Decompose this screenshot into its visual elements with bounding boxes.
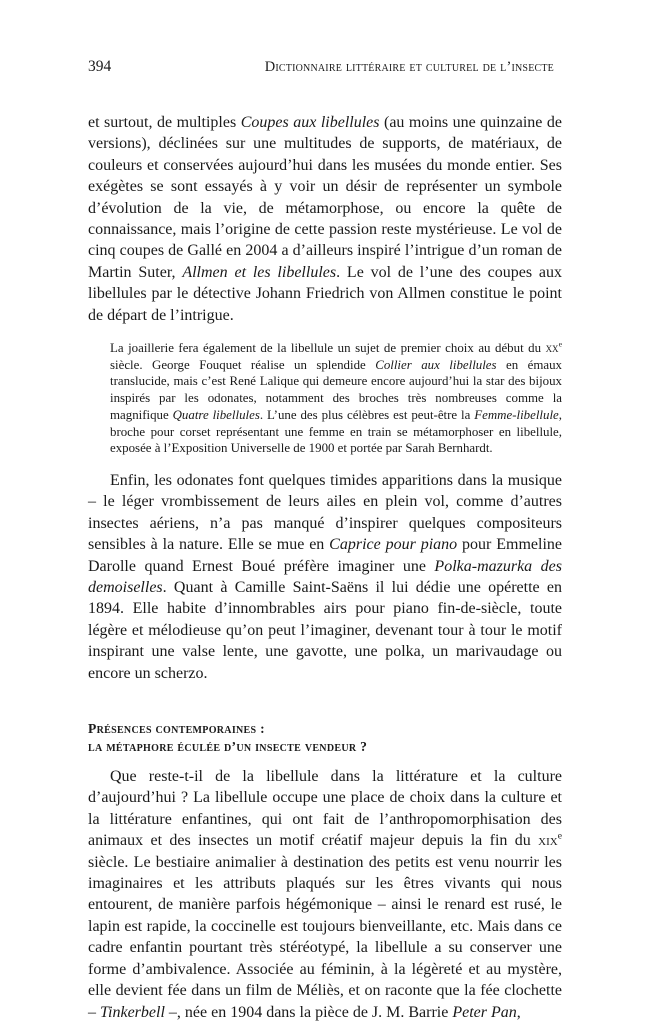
title-italic: Coupes aux libellules <box>240 114 380 131</box>
title-italic: Peter Pan <box>452 1003 517 1021</box>
text-run: . L’une des plus célèbres est peut-être la <box>259 407 475 422</box>
text-run: La joaillerie fera également de la libellule un sujet de premier choix au début du <box>110 341 546 356</box>
paragraph-gallé-coupes <box>88 112 562 326</box>
title-italic: Polka-mazurka des demoiselles <box>88 557 562 597</box>
body-text <box>88 112 562 1023</box>
text-run: –, née en 1904 dans la pièce de J. M. Barrie <box>164 1003 453 1021</box>
page-header <box>88 58 554 76</box>
text-run: Enfin, les odonates font quelques timides apparitions dans la musique – le léger vrombissement de leurs ailes en plein vol, comme d’autres insectes aériens, n’a pas manqué d’inspirer quelques compositeurs sensibles à la nature. Elle se mue en <box>88 471 562 554</box>
section-heading-line-1: Présences contemporaines : <box>88 721 265 737</box>
title-italic: Tinkerbell <box>100 1003 165 1021</box>
superscript: e <box>558 339 562 349</box>
text-run: Que reste-t-il de la libellule dans la littérature et la culture d’aujourd’hui ? La libellule occupe une place de choix dans la culture et la littérature enfantines, qui ont fait de l’anthropomorphisation des animaux et des insectes un motif créatif majeur depuis la fin du <box>88 768 562 850</box>
text-run: , <box>516 1003 521 1021</box>
text-run: et surtout, de multiples <box>88 114 241 131</box>
text-run: pour Emmeline Darolle quand Ernest Boué préfère imaginer une <box>88 536 562 575</box>
page-number: 394 <box>88 58 112 75</box>
title-italic: Caprice pour piano <box>329 536 458 554</box>
text-run: . Le vol de l’une des coupes aux libellules par le détective Johann Friedrich von Allmen constitue le point de départ de l’intrigue. <box>88 263 563 324</box>
text-run: (au moins une quinzaine de versions), déclinées sur une multitudes de supports, de matériaux, de couleurs et conservées aujourd’hui dans les musées du monde entier. Ses exégètes se sont essayés à y voir un désir de représenter un symbole d’évolution de la vie, de métamorphose, ou encore la quête de connaissance, mais l’origine de cette passion reste mystérieuse. Le vol de cinq coupes de Gallé en 2004 a d’ailleurs inspiré l’intrigue d’un roman de Martin Suter, <box>88 114 562 281</box>
section-heading <box>88 720 562 756</box>
title-italic: Femme-libellule <box>474 407 559 422</box>
running-title: Dictionnaire littéraire et culturel de l’insecte <box>264 59 554 75</box>
title-italic: Collier aux libellules <box>375 357 497 372</box>
century-numeral: xix <box>538 832 558 850</box>
title-italic: Quatre libellules <box>172 407 260 422</box>
text-run: siècle. George Fouquet réalise un splendide <box>110 357 376 372</box>
section-heading-line-2: la métaphore éculée d’un insecte vendeur ? <box>88 739 368 755</box>
title-italic: Allmen et les libellules <box>182 263 337 281</box>
text-run: , broche pour corset représentant une femme en train se métamorphoser en libellule, exposée à l’Exposition Universelle de 1900 et portée par Sarah Bernhardt. <box>110 407 562 456</box>
text-run: siècle. Le bestiaire animalier à destination des petits est venu nourrir les imaginaires et les attributs plaqués sur les êtres vivants qui nous entourent, de manière parfois hégémonique – ainsi le renard est rusé, le lapin est rapide, la coccinelle est toujours bienveillante, etc. Mais dans ce cadre enfantin pourtant très stéréotypé, la libellule a su conserver une forme d’ambivalence. Associée au féminin, à la légèreté et au mystère, elle devient fée dans un film de Méliès, et on raconte que la fée clochette – <box>88 853 562 1021</box>
paragraph-musique <box>88 470 562 684</box>
text-run: . Quant à Camille Saint-Saëns il lui dédie une opérette en 1894. Elle habite d’innombrables airs pour piano fin-de-siècle, toute légère et mélodieuse qu’on peut l’imaginer, devenant tour à tour le motif inspirant une valse lente, une gavotte, une polka, un marivaudage ou encore un scherzo. <box>88 579 562 682</box>
block-quote-joaillerie <box>110 340 562 457</box>
text-run: en émaux translucide, mais c’est René Lalique qui demeure encore aujourd’hui la star des bijoux inspirés par les odonates, notamment des broches très nombreuses comme la magnifique <box>110 357 562 422</box>
paragraph-contemporain <box>88 766 562 1023</box>
superscript: e <box>557 830 562 842</box>
century-numeral: xx <box>545 341 559 356</box>
